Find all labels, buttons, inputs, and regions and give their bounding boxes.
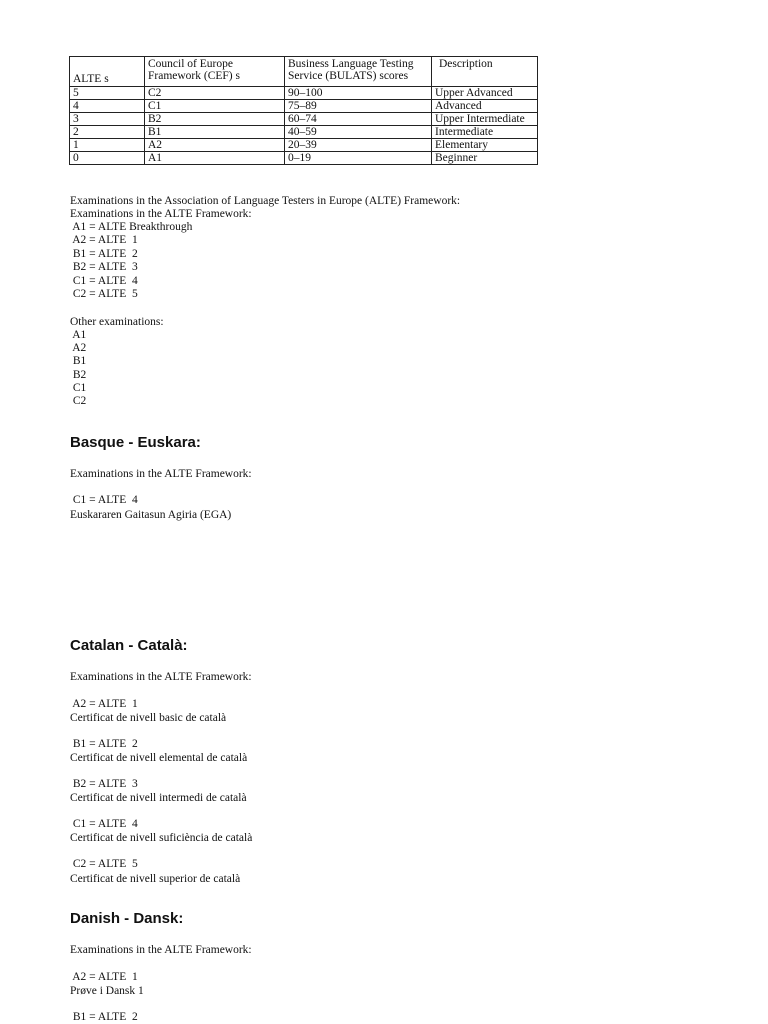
- catalan-level-c2: C2 = ALTE 5: [70, 858, 138, 870]
- table-header-description: [432, 57, 538, 87]
- table-row: [70, 113, 538, 126]
- catalan-exam-b2: Certificat de nivell intermedi de català: [70, 792, 247, 804]
- other-level-c1: C1: [70, 382, 87, 394]
- table-cell-description: Advanced: [432, 100, 538, 113]
- table-header-bulats-line1: Business Language Testing: [288, 58, 414, 70]
- catalan-exam-b1: Certificat de nivell elemental de català: [70, 752, 248, 764]
- alte-level-a1: A1 = ALTE Breakthrough: [70, 221, 193, 233]
- table-header-description-label: Description: [439, 58, 493, 70]
- danish-intro: Examinations in the ALTE Framework:: [70, 944, 252, 956]
- other-level-c2: C2: [70, 395, 87, 407]
- table-header-alte: ALTE s: [70, 57, 145, 87]
- table-header-bulats: [285, 57, 432, 87]
- catalan-heading: Catalan - Català:: [70, 637, 188, 654]
- table-cell-bulats: 40–59: [285, 126, 432, 139]
- alte-level-a2: A2 = ALTE 1: [70, 234, 138, 246]
- danish-heading: Danish - Dansk:: [70, 910, 184, 927]
- other-level-a2: A2: [70, 342, 87, 354]
- table-cell-cef: C2: [145, 87, 285, 100]
- other-level-b2: B2: [70, 369, 87, 381]
- table-cell-alte: 4: [70, 100, 145, 113]
- table-row: [70, 126, 538, 139]
- catalan-intro: Examinations in the ALTE Framework:: [70, 671, 252, 683]
- table-cell-description: Intermediate: [432, 126, 538, 139]
- catalan-level-c1: C1 = ALTE 4: [70, 818, 138, 830]
- table-cell-description: Upper Advanced: [432, 87, 538, 100]
- alte-level-c1: C1 = ALTE 4: [70, 275, 138, 287]
- table-cell-bulats: 90–100: [285, 87, 432, 100]
- table-row: [70, 87, 538, 100]
- table-header-cef: [145, 57, 285, 87]
- table-cell-cef: A2: [145, 139, 285, 152]
- table-cell-bulats: 60–74: [285, 113, 432, 126]
- table-cell-alte: 2: [70, 126, 145, 139]
- alte-level-b2: B2 = ALTE 3: [70, 261, 138, 273]
- alte-framework-line: Examinations in the ALTE Framework:: [70, 208, 252, 220]
- other-exams-title: Other examinations:: [70, 316, 164, 328]
- table-cell-alte: 0: [70, 152, 145, 165]
- other-level-a1: A1: [70, 329, 87, 341]
- table-cell-alte: 5: [70, 87, 145, 100]
- catalan-exam-c1: Certificat de nivell suficiència de català: [70, 832, 253, 844]
- table-cell-alte: 1: [70, 139, 145, 152]
- table-row: [70, 152, 538, 165]
- table-cell-bulats: 0–19: [285, 152, 432, 165]
- table-header-cef-line2: Framework (CEF) s: [148, 70, 240, 82]
- catalan-level-a2: A2 = ALTE 1: [70, 698, 138, 710]
- danish-level-a2: A2 = ALTE 1: [70, 971, 138, 983]
- table-header-bulats-line2: Service (BULATS) scores: [288, 70, 409, 82]
- basque-exam-ega: Euskararen Gaitasun Agiria (EGA): [70, 509, 232, 521]
- table-row: [70, 100, 538, 113]
- catalan-exam-a2: Certificat de nivell basic de català: [70, 712, 227, 724]
- alte-level-c2: C2 = ALTE 5: [70, 288, 138, 300]
- danish-exam-a2: Prøve i Dansk 1: [70, 985, 144, 997]
- table-header-row: [70, 57, 538, 87]
- table-row: [70, 139, 538, 152]
- catalan-exam-c2: Certificat de nivell superior de català: [70, 873, 241, 885]
- alte-level-b1: B1 = ALTE 2: [70, 248, 138, 260]
- danish-level-b1: B1 = ALTE 2: [70, 1011, 138, 1023]
- table-header-cef-line1: Council of Europe: [148, 58, 233, 70]
- table-cell-alte: 3: [70, 113, 145, 126]
- table-cell-cef: C1: [145, 100, 285, 113]
- catalan-level-b2: B2 = ALTE 3: [70, 778, 138, 790]
- table-cell-cef: B2: [145, 113, 285, 126]
- catalan-level-b1: B1 = ALTE 2: [70, 738, 138, 750]
- basque-intro: Examinations in the ALTE Framework:: [70, 468, 252, 480]
- table-cell-cef: A1: [145, 152, 285, 165]
- table-cell-bulats: 20–39: [285, 139, 432, 152]
- alte-intro-line: Examinations in the Association of Language Testers in Europe (ALTE) Framework:: [70, 195, 461, 207]
- basque-heading: Basque - Euskara:: [70, 434, 201, 451]
- basque-level-c1: C1 = ALTE 4: [70, 494, 138, 506]
- table-cell-description: Upper Intermediate: [432, 113, 538, 126]
- other-level-b1: B1: [70, 355, 87, 367]
- table-cell-cef: B1: [145, 126, 285, 139]
- alte-levels-table: [69, 56, 538, 165]
- table-cell-description: Beginner: [432, 152, 538, 165]
- table-cell-description: Elementary: [432, 139, 538, 152]
- table-cell-bulats: 75–89: [285, 100, 432, 113]
